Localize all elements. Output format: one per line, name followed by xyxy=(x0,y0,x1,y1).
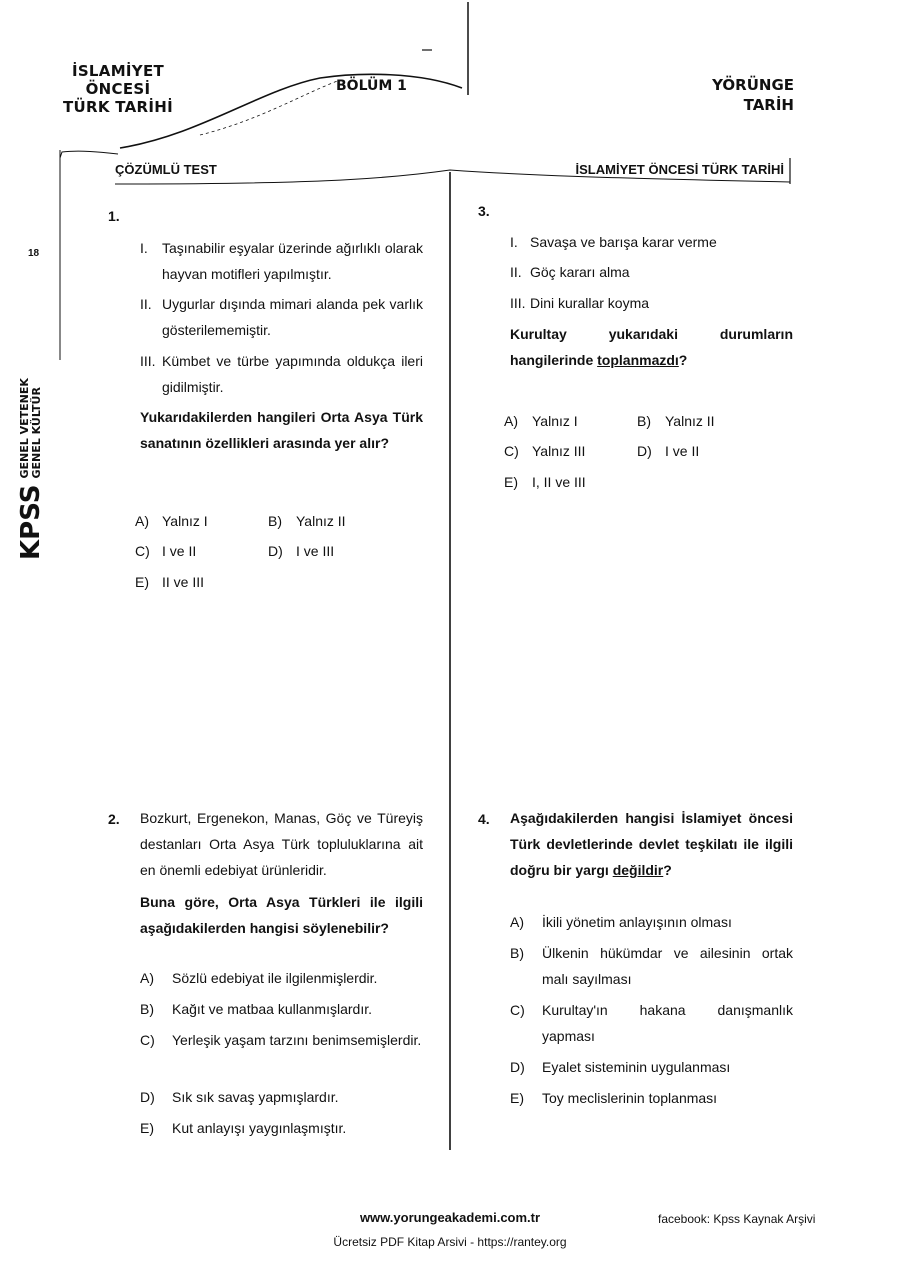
publisher-brand-line2: TARİH xyxy=(743,96,794,114)
answer-option[interactable] xyxy=(510,940,793,992)
q1-statement xyxy=(140,235,423,287)
option-text: Yalnız II xyxy=(296,513,346,529)
question-3-stem-post: ? xyxy=(678,352,688,368)
header-title xyxy=(38,62,198,116)
statement-text: Göç kararı alma xyxy=(530,264,630,280)
option-letter: A) xyxy=(140,970,154,986)
option-text: Kut anlayışı yaygınlaşmıştır. xyxy=(172,1120,347,1136)
option-letter: A) xyxy=(504,413,518,429)
answer-option[interactable] xyxy=(140,1027,423,1053)
q3-statement xyxy=(510,290,793,316)
sidebar-brand-name: KPSS xyxy=(16,484,46,560)
question-4-number: 4. xyxy=(478,811,490,827)
option-letter: B) xyxy=(510,945,524,961)
option-text: Ülkenin hükümdar ve ailesinin ortak malı sayılması xyxy=(542,945,793,987)
question-2-intro: Bozkurt, Ergenekon, Manas, Göç ve Türeyiş destanları Orta Asya Türk topluluklarına ait en önemli edebiyat ürünleridir. xyxy=(140,810,423,878)
q1-statement xyxy=(140,291,423,343)
answer-option[interactable] xyxy=(504,438,585,464)
question-4-stem-post: ? xyxy=(663,862,672,878)
question-1-number: 1. xyxy=(108,208,120,224)
q1-statement xyxy=(140,348,423,400)
answer-option[interactable] xyxy=(510,1054,793,1080)
sidebar-line2: GENEL KÜLTÜR xyxy=(30,387,43,479)
statement-numeral: III. xyxy=(510,295,526,311)
answer-option[interactable] xyxy=(140,965,423,991)
option-text: I ve II xyxy=(665,443,700,459)
answer-option[interactable] xyxy=(637,438,699,464)
statement-numeral: I. xyxy=(510,234,518,250)
publisher-brand xyxy=(712,75,794,115)
option-text: Yalnız III xyxy=(532,443,586,459)
option-text: Yalnız II xyxy=(665,413,715,429)
option-letter: C) xyxy=(140,1032,155,1048)
question-4-stem-pre: Aşağıdakilerden hangisi İslamiyet öncesi Türk devletlerinde devlet teşkilatı ile ilgili doğru bir yargı xyxy=(510,810,793,878)
question-3-number: 3. xyxy=(478,203,490,219)
answer-option[interactable] xyxy=(510,909,793,935)
chapter-label: BÖLÜM 1 xyxy=(336,78,407,94)
answer-option[interactable] xyxy=(504,408,578,434)
sidebar-line1: GENEL VETENEK xyxy=(18,378,31,479)
option-letter: D) xyxy=(510,1059,525,1075)
option-text: I ve III xyxy=(296,543,335,559)
answer-option[interactable] xyxy=(510,997,793,1049)
question-2-stem: Buna göre, Orta Asya Türkleri ile ilgili aşağıdakilerden hangisi söylenebilir? xyxy=(140,894,423,936)
answer-option[interactable] xyxy=(135,508,208,534)
statement-text: Uygurlar dışında mimari alanda pek varlık gösterilememiştir. xyxy=(162,296,423,338)
option-text: II ve III xyxy=(162,574,205,590)
question-2-number: 2. xyxy=(108,811,120,827)
answer-option[interactable] xyxy=(135,569,204,595)
option-letter: E) xyxy=(135,574,149,590)
q3-statement xyxy=(510,259,793,285)
answer-option[interactable] xyxy=(268,508,346,534)
option-letter: A) xyxy=(135,513,149,529)
option-letter: D) xyxy=(268,543,283,559)
option-letter: E) xyxy=(510,1090,524,1106)
statement-text: Savaşa ve barışa karar verme xyxy=(530,234,717,250)
option-letter: B) xyxy=(637,413,651,429)
question-3-stem-pre: Kurultay yukarıdaki durumların hangilerinde xyxy=(510,326,793,368)
page-number: 18 xyxy=(28,248,40,259)
answer-option[interactable] xyxy=(510,1085,793,1111)
option-text: Yerleşik yaşam tarzını benimsemişlerdir. xyxy=(172,1032,422,1048)
option-text: Yalnız I xyxy=(532,413,578,429)
option-text: Sözlü edebiyat ile ilgilenmişlerdir. xyxy=(172,970,378,986)
option-text: İkili yönetim anlayışının olması xyxy=(542,914,732,930)
section-title: İSLAMİYET ÖNCESİ TÜRK TARİHİ xyxy=(575,162,784,177)
statement-text: Dini kurallar koyma xyxy=(530,295,650,311)
answer-option[interactable] xyxy=(135,538,196,564)
option-text: Sık sık savaş yapmışlardır. xyxy=(172,1089,339,1105)
option-letter: C) xyxy=(504,443,519,459)
option-letter: B) xyxy=(140,1001,154,1017)
statement-text: Kümbet ve türbe yapımında oldukça ileri gidilmiştir. xyxy=(162,353,423,395)
option-letter: A) xyxy=(510,914,524,930)
question-3-stem xyxy=(510,321,793,373)
option-letter: E) xyxy=(504,474,518,490)
question-4-stem xyxy=(510,805,793,883)
statement-text: Taşınabilir eşyalar üzerinde ağırlıklı olarak hayvan motifleri yapılmıştır. xyxy=(162,240,423,282)
publisher-brand-line1: YÖRÜNGE xyxy=(712,76,794,94)
option-letter: C) xyxy=(135,543,150,559)
question-3-keyword: toplanmazdı xyxy=(597,352,679,368)
option-letter: C) xyxy=(510,1002,525,1018)
answer-option[interactable] xyxy=(140,1115,423,1141)
option-text: Eyalet sisteminin uygulanması xyxy=(542,1059,731,1075)
archive-note: Ücretsiz PDF Kitap Arsivi - https://rantey.org xyxy=(333,1235,567,1249)
statement-numeral: II. xyxy=(510,264,522,280)
answer-option[interactable] xyxy=(140,996,423,1022)
q3-statement xyxy=(510,229,793,255)
sidebar-brand xyxy=(16,378,46,560)
header-title-line1: İSLAMİYET ÖNCESİ xyxy=(71,62,165,98)
answer-option[interactable] xyxy=(637,408,715,434)
option-text: Kurultay'ın hakana danışmanlık yapması xyxy=(542,1002,793,1044)
answer-option[interactable] xyxy=(504,469,586,495)
option-text: Toy meclislerinin toplanması xyxy=(542,1090,718,1106)
option-letter: D) xyxy=(637,443,652,459)
option-text: Yalnız I xyxy=(162,513,208,529)
option-letter: B) xyxy=(268,513,282,529)
sidebar-brand-sub xyxy=(19,378,43,478)
question-1-stem: Yukarıdakilerden hangileri Orta Asya Türk sanatının özellikleri arasında yer alır? xyxy=(140,409,423,451)
website-link[interactable]: www.yorungeakademi.com.tr xyxy=(359,1210,541,1225)
option-letter: E) xyxy=(140,1120,154,1136)
option-letter: D) xyxy=(140,1089,155,1105)
answer-option[interactable] xyxy=(140,1084,423,1110)
facebook-text: facebook: Kpss Kaynak Arşivi xyxy=(658,1212,816,1226)
test-type-label: ÇÖZÜMLÜ TEST xyxy=(115,162,217,177)
statement-numeral: I. xyxy=(140,240,148,256)
option-text: I, II ve III xyxy=(532,474,586,490)
option-text: I ve II xyxy=(162,543,197,559)
answer-option[interactable] xyxy=(268,538,334,564)
statement-numeral: II. xyxy=(140,296,152,312)
statement-numeral: III. xyxy=(140,353,156,369)
option-text: Kağıt ve matbaa kullanmışlardır. xyxy=(172,1001,372,1017)
header-title-line2: TÜRK TARİHİ xyxy=(62,98,174,116)
question-4-keyword: değildir xyxy=(612,862,664,878)
